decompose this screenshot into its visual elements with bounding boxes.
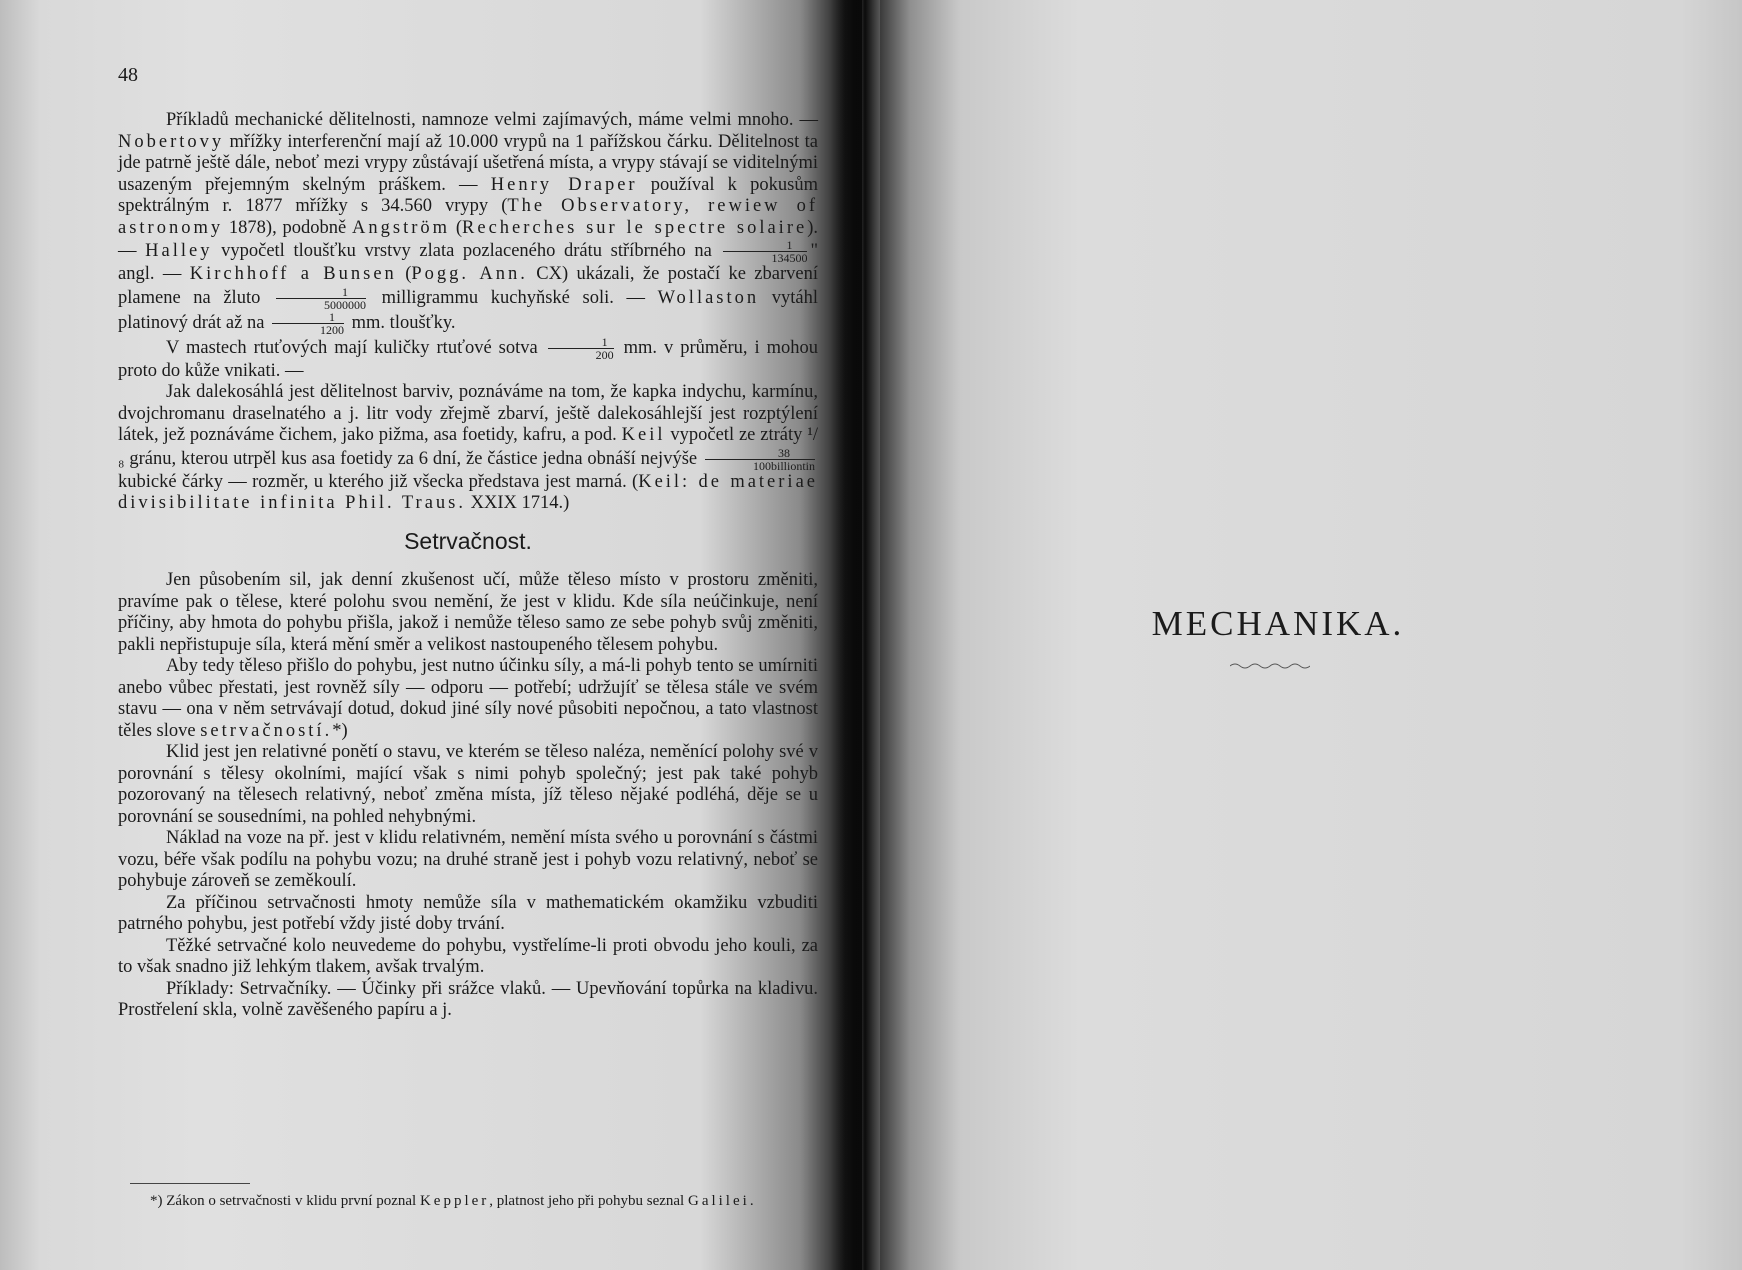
paragraph-force: Za příčinou setrvačnosti hmoty nemůže síla v mathematickém okamžiku vzbuditi patrného pohybu, jest potřebí vždy jisté doby trvání. bbox=[118, 892, 818, 934]
fraction-kirchhoff: $\frac{1}{5000000}$ bbox=[276, 286, 366, 311]
fraction-mercury: $\frac{1}{200}$ bbox=[548, 336, 614, 361]
paragraph-rest: Klid jest jen relativné ponětí o stavu, ve kterém se těleso naléza, neměnící polohy své v porovnání s tělesy okolními, mající však s nimi pohyb společný; jest pak také pohyb pozorovaný na tělesech relativný, neboť změna místa, jíž těleso nějaké podléhá, děje se u porovnání se sousedními, na pohled nehybnými. bbox=[118, 742, 818, 827]
paragraph-dyes: Jak dalekosáhlá jest dělitelnost barviv, poznáváme na tom, že kapka indychu, karmínu, dvojchromanu draselnatého a j. litr vody zřejmě zbarví, ještě dalekosáhlejší jest rozptýlení látek, jež poznáváme čichem, jako pižma, asa foetidy, kafru, a pod. Keil vypočetl ze ztráty ¹/₈ gránu, kterou utrpěl kus asa foetidy za 6 dní, že částice jedna obnáší nejvýše $\frac{38}{\text{100billiontin}}$ kubické čárky — rozměr, u kterého již všecka představa jest marná. (Keil: de materiae divisibilitate infinita Phil. Traus. XXIX 1714.) bbox=[118, 382, 818, 513]
paragraph-inertia-2: Aby tedy těleso přišlo do pohybu, jest nutno účinku síly, a má-li pohyb tento se umírniti anebo vůbec přestati, jest rovněž síly — odporu — potřebí; udržujíť se tělesa stále ve svém stavu — ona v něm setrvávají dotud, dokud jiné síly nové působiti nepočnou, a tato vlastnost těles slove setrvačností.*) bbox=[118, 656, 818, 741]
left-page bbox=[0, 0, 862, 1270]
paragraph-examples-list: Příklady: Setrvačníky. — Účinky při srážce vlaků. — Upevňování topůrka na kladivu. Prostřelení skla, volně zavěšeného papíru a j. bbox=[118, 978, 818, 1020]
footnote: *) Zákon o setrvačnosti v klidu první poznal Keppler, platnost jeho při pohybu seznal Galilei. bbox=[150, 1193, 754, 1209]
part-title: MECHANIKA. bbox=[1151, 604, 1405, 643]
paragraph-cargo: Náklad na voze na př. jest v klidu relativném, nemění místa svého u porovnání s částmi vozu, béře však podílu na pohybu vozu; na druhé straně jest i pohyb vozu relativný, neboť se pohybuje zároveň se zeměkoulí. bbox=[118, 828, 818, 891]
paragraph-examples: Příkladů mechanické dělitelnosti, namnoze velmi zajímavých, máme velmi mnoho. — Nobertovy mřížky interferenční mají až 10.000 vrypů na 1 pařížskou čárku. Dělitelnost ta jde patrně ještě dále, neboť mezi vrypy zůstávají ušetřená místa, a vrypy stávají se viditelnými usazeným přejemným skelným práškem. — Henry Draper používal k pokusům spektrálným r. 1877 mřížky s 34.560 vrypy (The Observatory, rewiew of astronomy 1878), podobně Angström (Recherches sur le spectre solaire). — Halley vypočetl tloušťku vrstvy zlata pozlaceného drátu stříbrného na $\frac{1}{134500}$ " angl. — Kirchhoff a Bunsen (Pogg. Ann. CX) ukázali, že postačí ke zbarvení plamene na žluto $\frac{1}{5000000}$ milligrammu kuchyňské soli. — Wollaston vytáhl platinový drát až na $\frac{1}{1200}$ mm. tloušťky. bbox=[118, 110, 819, 337]
paragraph-flywheel: Těžké setrvačné kolo neuvedeme do pohybu, vystřelíme-li proti obvodu jeho kouli, za to však snadno již lehkým tlakem, avšak trvalým. bbox=[118, 935, 818, 977]
paragraph-inertia-1: Jen působením sil, jak denní zkušenost učí, může těleso místo v prostoru změniti, pravíme pak o tělese, které polohu svou nemění, že jest v klidu. Kde síla neúčinkuje, není příčiny, aby hmota do pohybu přišla, jakož i nemůže těleso samo ze sebe pohyb svůj změniti, pakli nepřistupuje síla, která mění směr a velikost nastoupeného tělesem pohybu. bbox=[118, 570, 818, 655]
section-heading: Setrvačnost. bbox=[404, 527, 532, 554]
fraction-keil: $\frac{38}{\text{100billiontin}}$ bbox=[705, 447, 815, 472]
fraction-halley: $\frac{1}{134500}$ bbox=[723, 239, 807, 264]
footnote-divider bbox=[130, 1183, 250, 1184]
wavy-ornament bbox=[1230, 662, 1310, 670]
fraction-wollaston: $\frac{1}{1200}$ bbox=[272, 311, 344, 336]
page-number: 48 bbox=[118, 64, 138, 86]
body-text bbox=[118, 110, 818, 1022]
paragraph-mercury: V mastech rtuťových mají kuličky rtuťové sotva $\frac{1}{200}$ mm. v průměru, i mohou proto do kůže vnikati. — bbox=[118, 334, 818, 381]
